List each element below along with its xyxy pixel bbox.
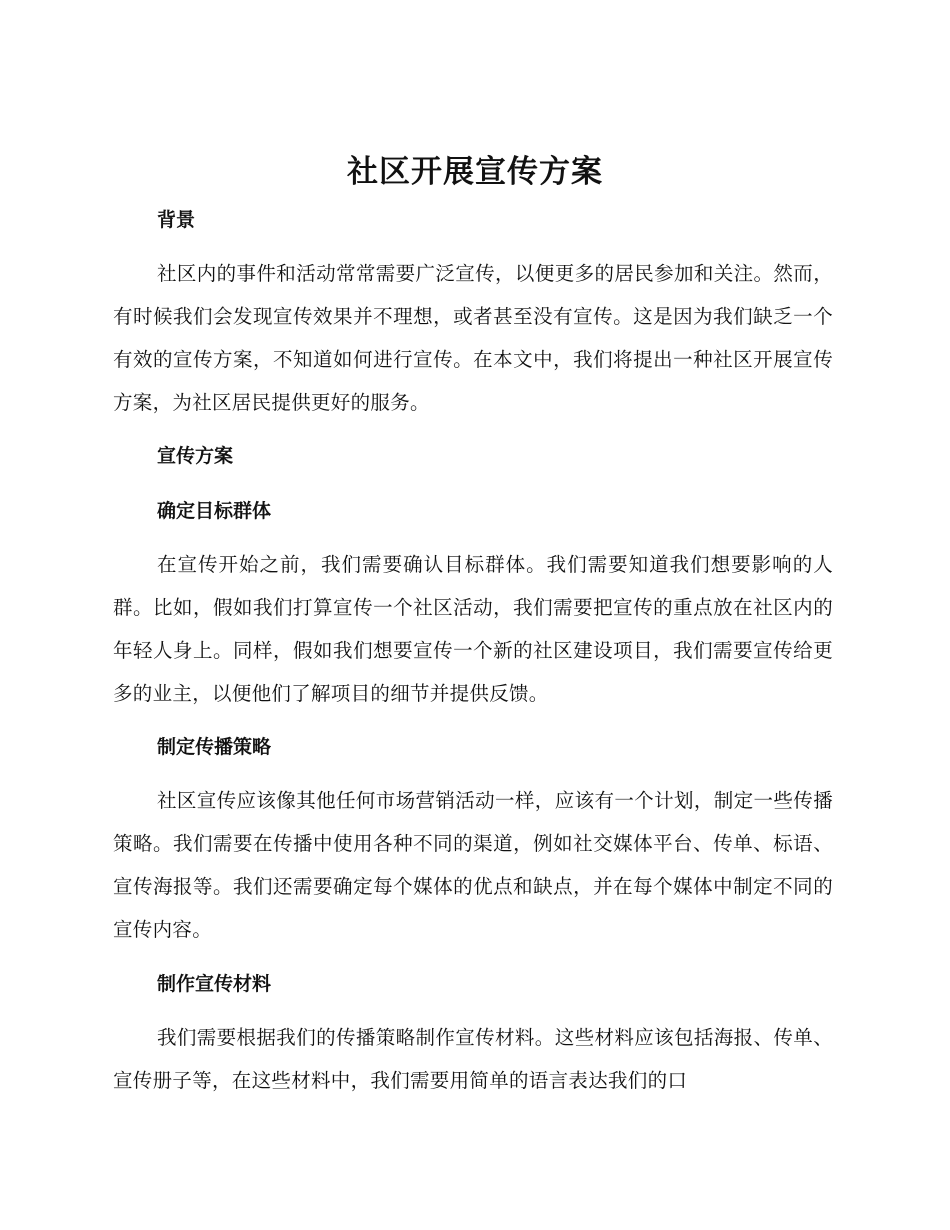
section-paragraph-materials: 我们需要根据我们的传播策略制作宣传材料。这些材料应该包括海报、传单、宣传册子等，在这些材料中，我们需要用简单的语言表达我们的口 — [113, 1026, 833, 1092]
section-heading-materials: 制作宣传材料 — [157, 973, 272, 995]
page-title: 社区开展宣传方案 — [347, 154, 603, 190]
section-paragraph-target-group: 在宣传开始之前，我们需要确认目标群体。我们需要知道我们想要影响的人群。比如，假如我们打算宣传一个社区活动，我们需要把宣传的重点放在社区内的年轻人身上。同样，假如我们想要宣传一个新的社区建设项目，我们需要宣传给更多的业主，以便他们了解项目的细节并提供反馈。 — [113, 553, 833, 705]
section-heading-plan: 宣传方案 — [157, 445, 234, 467]
section-heading-target-group: 确定目标群体 — [157, 500, 272, 522]
section-heading-strategy: 制定传播策略 — [157, 736, 272, 758]
section-paragraph-background: 社区内的事件和活动常常需要广泛宣传，以便更多的居民参加和关注。然而，有时候我们会发现宣传效果并不理想，或者甚至没有宣传。这是因为我们缺乏一个有效的宣传方案，不知道如何进行宣传。在本文中，我们将提出一种社区开展宣传方案，为社区居民提供更好的服务。 — [113, 262, 833, 414]
section-heading-background: 背景 — [157, 209, 196, 231]
section-paragraph-strategy: 社区宣传应该像其他任何市场营销活动一样，应该有一个计划，制定一些传播策略。我们需要在传播中使用各种不同的渠道，例如社交媒体平台、传单、标语、宣传海报等。我们还需要确定每个媒体的优点和缺点，并在每个媒体中制定不同的宣传内容。 — [113, 789, 833, 941]
